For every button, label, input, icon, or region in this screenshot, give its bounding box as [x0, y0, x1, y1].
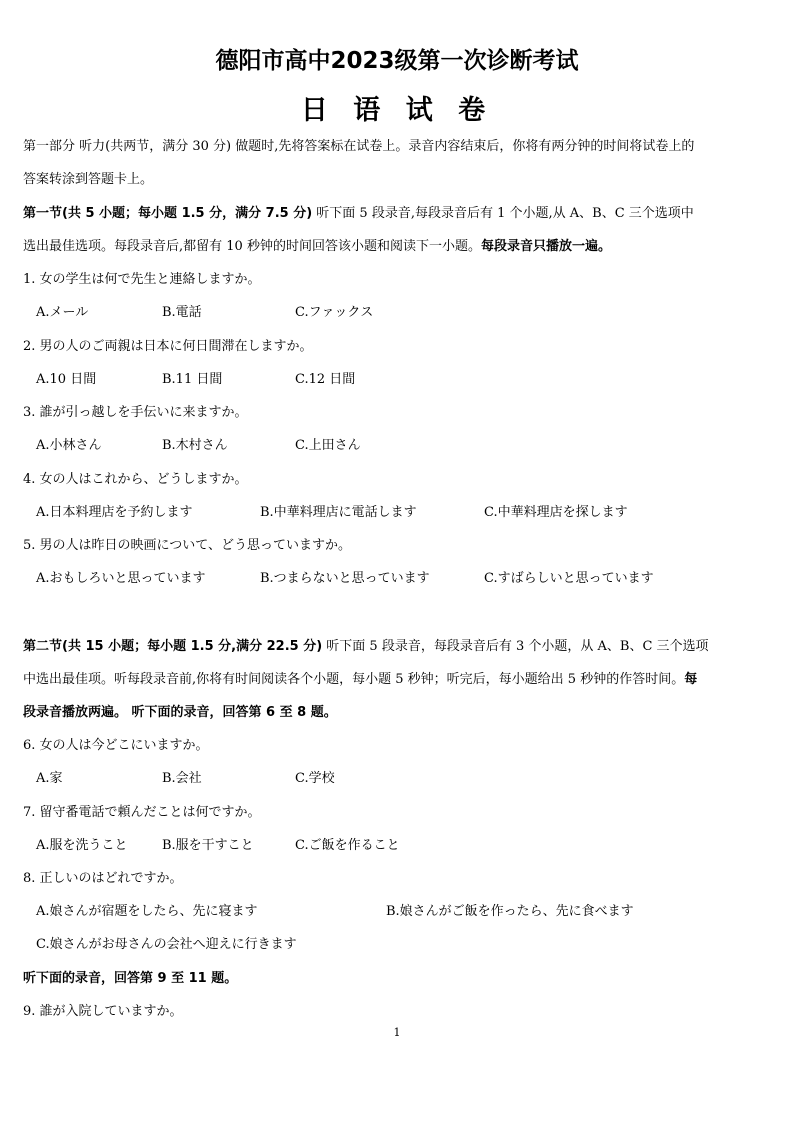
q7-option-a: A.服を洗うこと	[36, 838, 128, 853]
section2-text: 听下面 5 段录音，每段录音后有 3 个小题，从 A、B、C 三个选项	[322, 639, 709, 654]
q6-option-c: C.学校	[295, 771, 335, 786]
q7-option-b: B.服を干すこと	[162, 838, 254, 853]
question-8: 8. 正しいのはどれですか。	[23, 871, 183, 886]
section2-intro-line2	[23, 670, 773, 690]
question-2: 2. 男の人のご両親は日本に何日間滞在しますか。	[23, 339, 313, 354]
question-4: 4. 女の人はこれから、どうしますか。	[23, 472, 248, 487]
question-3: 3. 誰が引っ越しを手伝いに来ますか。	[23, 405, 248, 420]
section2-instruction-9-11: 听下面的录音，回答第 9 至 11 题。	[23, 971, 238, 986]
question-1: 1. 女の学生は何で先生と連絡しますか。	[23, 272, 261, 287]
section1-text: 听下面 5 段录音,每段录音后有 1 个小题,从 A、B、C 三个选项中	[312, 206, 694, 221]
section2-instruction-6-8: 段录音播放两遍。 听下面的录音，回答第 6 至 8 题。	[23, 705, 337, 720]
section2-text2: 中选出最佳项。听每段录音前,你将有时间阅读各个小题，每小题 5 秒钟；听完后，每小题给出 5 秒钟的作答时间。	[23, 672, 685, 687]
q8-option-a: A.娘さんが宿題をしたら、先に寝ます	[36, 904, 258, 919]
q4-option-c: C.中華料理店を探します	[484, 505, 628, 520]
q8-option-c: C.娘さんがお母さんの会社へ迎えに行きます	[36, 937, 297, 952]
q3-option-a: A.小林さん	[36, 438, 102, 453]
q2-option-a: A.10 日間	[36, 372, 97, 387]
q2-option-c: C.12 日間	[295, 372, 356, 387]
question-9: 9. 誰が入院していますか。	[23, 1004, 183, 1019]
question-7: 7. 留守番電話で頼んだことは何ですか。	[23, 805, 261, 820]
q8-option-b: B.娘さんがご飯を作ったら、先に食べます	[386, 904, 634, 919]
section2-heading: 第二节(共 15 小题；每小题 1.5 分,满分 22.5 分)	[23, 639, 323, 654]
section2-intro	[23, 637, 773, 657]
q4-option-a: A.日本料理店を予約します	[36, 505, 193, 520]
q3-option-b: B.木村さん	[162, 438, 228, 453]
question-5: 5. 男の人は昨日の映画について、どう思っていますか。	[23, 538, 352, 553]
q5-option-a: A.おもしろいと思っています	[36, 571, 206, 586]
page-subtitle: 日 语 试 卷	[300, 95, 494, 126]
q1-option-c: C.ファックス	[295, 305, 374, 320]
section1-intro-line2	[23, 237, 773, 257]
q1-option-a: A.メール	[36, 305, 89, 320]
page-number: 1	[393, 1026, 401, 1039]
part1-intro-line1: 第一部分 听力(共两节，满分 30 分) 做题时,先将答案标在试卷上。录音内容结束后，你将有两分钟的时间将试卷上的	[23, 139, 695, 154]
q7-option-c: C.ご飯を作ること	[295, 838, 400, 853]
question-6: 6. 女の人は今どこにいますか。	[23, 738, 209, 753]
q5-option-b: B.つまらないと思っています	[260, 571, 430, 586]
q5-option-c: C.すばらしいと思っています	[484, 571, 654, 586]
q1-option-b: B.電話	[162, 305, 202, 320]
q4-option-b: B.中華料理店に電話します	[260, 505, 417, 520]
section1-heading: 第一节(共 5 小题；每小题 1.5 分，满分 7.5 分)	[23, 206, 313, 221]
page-title: 德阳市高中2023级第一次诊断考试	[215, 48, 579, 74]
section1-bold-tail: 每段录音只播放一遍。	[480, 239, 611, 254]
section1-intro	[23, 204, 773, 224]
q6-option-a: A.家	[36, 771, 63, 786]
q2-option-b: B.11 日間	[162, 372, 223, 387]
section1-text2: 选出最佳选项。每段录音后,都留有 10 秒钟的时间回答该小题和阅读下一小题。	[23, 239, 481, 254]
section2-bold-char: 每	[684, 672, 698, 687]
part1-intro-line2: 答案转涂到答题卡上。	[23, 172, 154, 187]
q6-option-b: B.会社	[162, 771, 202, 786]
q3-option-c: C.上田さん	[295, 438, 361, 453]
